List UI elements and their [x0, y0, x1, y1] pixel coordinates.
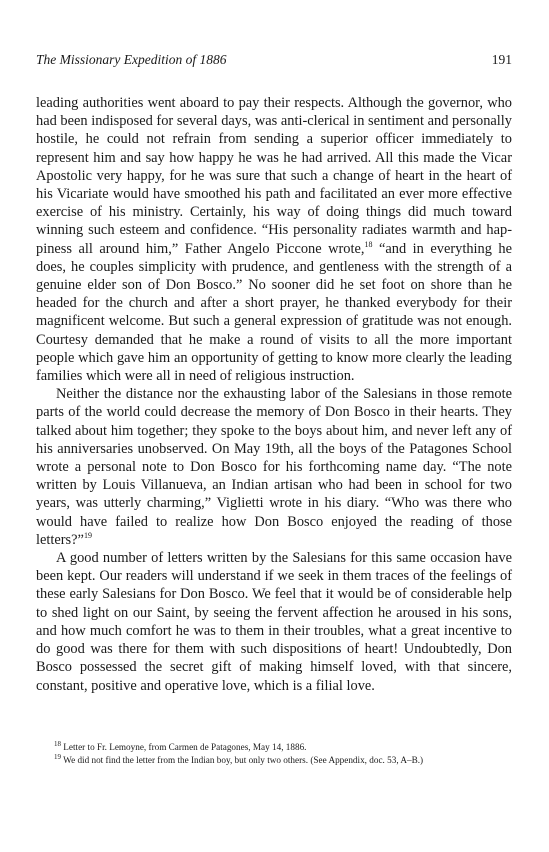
footnote-19-number: 19 [54, 752, 61, 761]
footnote-19 [54, 754, 512, 767]
footnote-18-text: Letter to Fr. Lemoyne, from Carmen de Patagones, May 14, 1886. [63, 741, 307, 752]
book-page [36, 52, 512, 767]
page-number: 191 [491, 52, 512, 67]
footnote-19-text: We did not find the letter from the Indian boy, but only two others. (See Appendix, doc. 53, A–B.) [63, 754, 424, 765]
body-text [36, 94, 512, 695]
paragraph-1-text-b: “and in everything he does, he couples simplicity with prudence, and gentleness with the strength of a genuine elder son of Don Bosco.” No sooner did he set foot on shore than he headed for the church and after a short prayer, he thanked everybody for their magnificent welcome. But such a general expression of gratitude was not enough. Courtesy demanded that he make a round of visits to all the more important people which gave him an opportunity of getting to know more clearly the leading families which were all in need of religious instruction. [36, 240, 512, 385]
paragraph-3-text: A good number of letters written by the Salesians for this same occasion have been kept. Our readers will understand if we seek in them traces of the feelings of these early Salesians for Don Bosco. We feel that it would be of considerable help to shed light on our Saint, by seeing the fervent affection he aroused in his sons, and how much comfort he was to them in their troubles, what a great incentive to do good was there for them with such dispositions of heart! Undoubtedly, Don Bosco possessed the secret gift of making himself loved, with that sincere, constant, positive and operative love, which is a filial love. [36, 550, 512, 694]
footnote-ref-19: 19 [83, 531, 92, 541]
paragraph-1-text-a: leading authorities went aboard to pay their respects. Although the governor, who had been indisposed for several days, was anti-clerical in sentiment and personally hostile, he could not refrain from sending a superior officer immediately to represent him and say how happy he was he had arrived. All this made the Vicar Apostolic very happy, for he was sure that such a change of heart in the heart of his Vicariate would have smoothed his path and facilitated an ever more effective exercise of his ministry. Certainly, his way of doing things did much toward winning such esteem and confidence. “His personality radiates warmth and happiness all around him,” Father Angelo Piccone wrote, [36, 95, 512, 257]
running-title: The Missionary Expedition of 1886 [36, 52, 227, 67]
paragraph-1 [36, 94, 512, 385]
paragraph-3 [36, 549, 512, 695]
running-head [36, 52, 512, 72]
footnote-ref-18: 18 [364, 239, 373, 249]
footnote-18 [54, 741, 512, 754]
paragraph-2 [36, 385, 512, 549]
footnote-18-number: 18 [54, 739, 61, 748]
footnotes [36, 741, 512, 767]
paragraph-2-text: Neither the distance nor the exhausting labor of the Salesians in those remote parts of the world could decrease the memory of Don Bosco in their hearts. They talked about him together; they spoke to the boys about him, and never left any of his anniversaries unobserved. On May 19th, all the boys of the Patagones School wrote a personal note to Don Bosco for his forthcoming name day. “The note written by Louis Villanueva, an Indian artisan who had been in school for two years, was utterly charming,” Viglietti wrote in his diary. “Who was there who would have failed to realize how Don Bosco enjoyed the reading of those letters?” [36, 386, 512, 548]
